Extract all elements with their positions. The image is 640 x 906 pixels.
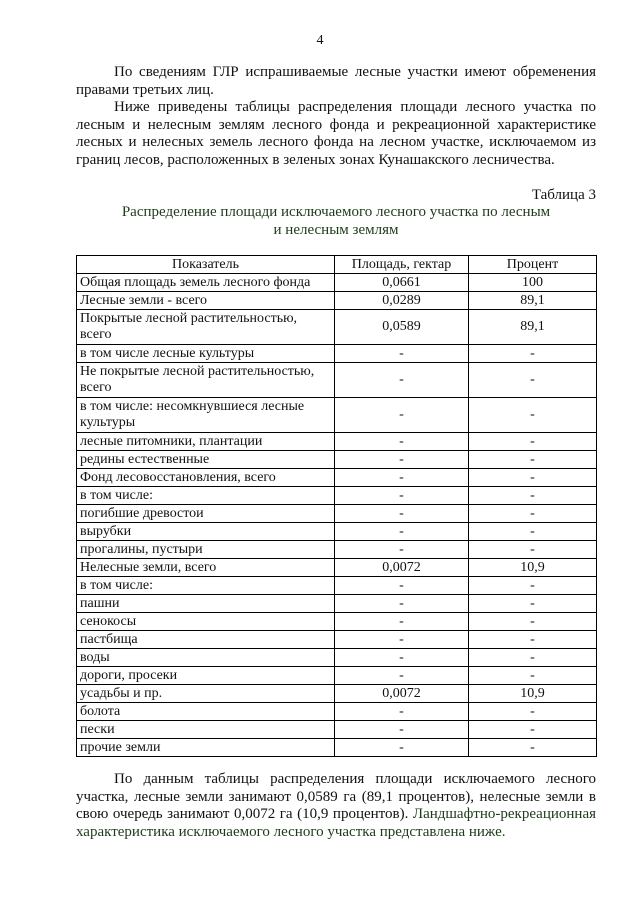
- cell-area: -: [335, 703, 469, 721]
- cell-area: -: [335, 541, 469, 559]
- cell-indicator: сенокосы: [77, 613, 335, 631]
- table-row: [77, 613, 597, 631]
- table-title-line2: и нелесным землям: [273, 222, 399, 238]
- table-number: Таблица 3: [531, 187, 596, 203]
- page-number: 4: [316, 33, 324, 48]
- table-title-line1: Распределение площади исключаемого лесного участка по лесным: [121, 204, 551, 220]
- cell-area: 0,0072: [335, 559, 469, 577]
- table-row: [77, 505, 597, 523]
- table-row: [77, 649, 597, 667]
- cell-area: 0,0589: [335, 310, 469, 345]
- cell-indicator: прогалины, пустыри: [77, 541, 335, 559]
- paragraph-conclusion-text: По данным таблицы распределения площади исключаемого лесного участка, лесные земли занимают 0,0589 га (89,1 процентов), нелесные земли в свою очередь занимают 0,0072 га (10,9 процентов).: [76, 771, 596, 822]
- table-row: [77, 739, 597, 757]
- table-row: [77, 595, 597, 613]
- cell-indicator: пески: [77, 721, 335, 739]
- cell-indicator: воды: [77, 649, 335, 667]
- table-header-row: [77, 256, 597, 274]
- cell-percent: -: [469, 577, 597, 595]
- table-row: [77, 274, 597, 292]
- paragraph-tables-intro-text: Ниже приведены таблицы распределения площади лесного участка по лесным и нелесным землям лесного фонда и рекреационной характеристике лесных и нелесных земель лесного фонда на лесном участке, исключаемом из границ лесов, расположенных в зеленых зонах Кунашакского лесничества.: [76, 99, 596, 168]
- cell-percent: -: [469, 595, 597, 613]
- table-row: [77, 667, 597, 685]
- table-row: [77, 631, 597, 649]
- cell-indicator: лесные питомники, плантации: [77, 433, 335, 451]
- cell-area: -: [335, 577, 469, 595]
- cell-indicator: Покрытые лесной растительностью, всего: [77, 310, 335, 345]
- cell-indicator: пастбища: [77, 631, 335, 649]
- column-header-percent: Процент: [469, 256, 597, 274]
- table-row: [77, 451, 597, 469]
- cell-percent: -: [469, 523, 597, 541]
- cell-percent: -: [469, 541, 597, 559]
- cell-indicator: в том числе:: [77, 577, 335, 595]
- cell-percent: 10,9: [469, 685, 597, 703]
- cell-indicator: дороги, просеки: [77, 667, 335, 685]
- cell-area: -: [335, 505, 469, 523]
- cell-percent: -: [469, 649, 597, 667]
- cell-area: -: [335, 469, 469, 487]
- column-header-indicator: Показатель: [77, 256, 335, 274]
- cell-indicator: болота: [77, 703, 335, 721]
- cell-indicator: Нелесные земли, всего: [77, 559, 335, 577]
- column-header-area: Площадь, гектар: [335, 256, 469, 274]
- table-row: [77, 487, 597, 505]
- paragraph-tables-intro: [76, 99, 596, 169]
- cell-area: -: [335, 398, 469, 433]
- cell-area: -: [335, 739, 469, 757]
- table-row: [77, 345, 597, 363]
- table-row: [77, 577, 597, 595]
- cell-indicator: Не покрытые лесной растительностью, всего: [77, 363, 335, 398]
- cell-percent: -: [469, 469, 597, 487]
- cell-area: 0,0072: [335, 685, 469, 703]
- cell-indicator: пашни: [77, 595, 335, 613]
- table-row: [77, 469, 597, 487]
- cell-indicator: в том числе:: [77, 487, 335, 505]
- cell-percent: 10,9: [469, 559, 597, 577]
- cell-indicator: в том числе: несомкнувшиеся лесные культуры: [77, 398, 335, 433]
- paragraph-conclusion-next: Ландшафтно-рекреационная характеристика исключаемого лесного участка представлена ниже.: [76, 806, 596, 840]
- cell-percent: -: [469, 721, 597, 739]
- cell-percent: -: [469, 631, 597, 649]
- paragraph-encumbrance-text: По сведениям ГЛР испрашиваемые лесные участки имеют обременения правами третьих лиц.: [76, 64, 596, 98]
- table-row: [77, 433, 597, 451]
- cell-percent: -: [469, 451, 597, 469]
- cell-area: -: [335, 595, 469, 613]
- cell-indicator: Лесные земли - всего: [77, 292, 335, 310]
- table-row: [77, 523, 597, 541]
- cell-percent: -: [469, 433, 597, 451]
- cell-indicator: Фонд лесовосстановления, всего: [77, 469, 335, 487]
- table-row: [77, 703, 597, 721]
- cell-indicator: в том числе лесные культуры: [77, 345, 335, 363]
- table-row: [77, 363, 597, 398]
- cell-percent: -: [469, 487, 597, 505]
- cell-area: -: [335, 523, 469, 541]
- cell-area: -: [335, 649, 469, 667]
- table-row: [77, 721, 597, 739]
- cell-percent: -: [469, 703, 597, 721]
- table-row: [77, 541, 597, 559]
- cell-percent: -: [469, 363, 597, 398]
- cell-indicator: Общая площадь земель лесного фонда: [77, 274, 335, 292]
- cell-area: -: [335, 345, 469, 363]
- cell-percent: -: [469, 667, 597, 685]
- table-row: [77, 310, 597, 345]
- cell-indicator: редины естественные: [77, 451, 335, 469]
- cell-area: -: [335, 433, 469, 451]
- cell-indicator: погибшие древостои: [77, 505, 335, 523]
- cell-area: -: [335, 363, 469, 398]
- cell-area: -: [335, 487, 469, 505]
- cell-area: 0,0289: [335, 292, 469, 310]
- table-row: [77, 685, 597, 703]
- table-title: [76, 203, 596, 239]
- paragraph-conclusion: [76, 771, 596, 841]
- cell-area: -: [335, 667, 469, 685]
- cell-indicator: усадьбы и пр.: [77, 685, 335, 703]
- cell-area: -: [335, 631, 469, 649]
- cell-indicator: вырубки: [77, 523, 335, 541]
- paragraph-encumbrance: [76, 64, 596, 99]
- cell-area: 0,0661: [335, 274, 469, 292]
- cell-percent: -: [469, 345, 597, 363]
- cell-area: -: [335, 451, 469, 469]
- cell-indicator: прочие земли: [77, 739, 335, 757]
- table-row: [77, 559, 597, 577]
- cell-percent: 89,1: [469, 292, 597, 310]
- cell-percent: -: [469, 613, 597, 631]
- cell-percent: 89,1: [469, 310, 597, 345]
- cell-percent: -: [469, 739, 597, 757]
- cell-percent: -: [469, 505, 597, 523]
- table-row: [77, 398, 597, 433]
- cell-percent: 100: [469, 274, 597, 292]
- table-row: [77, 292, 597, 310]
- cell-area: -: [335, 721, 469, 739]
- land-distribution-table: [76, 255, 597, 757]
- cell-area: -: [335, 613, 469, 631]
- cell-percent: -: [469, 398, 597, 433]
